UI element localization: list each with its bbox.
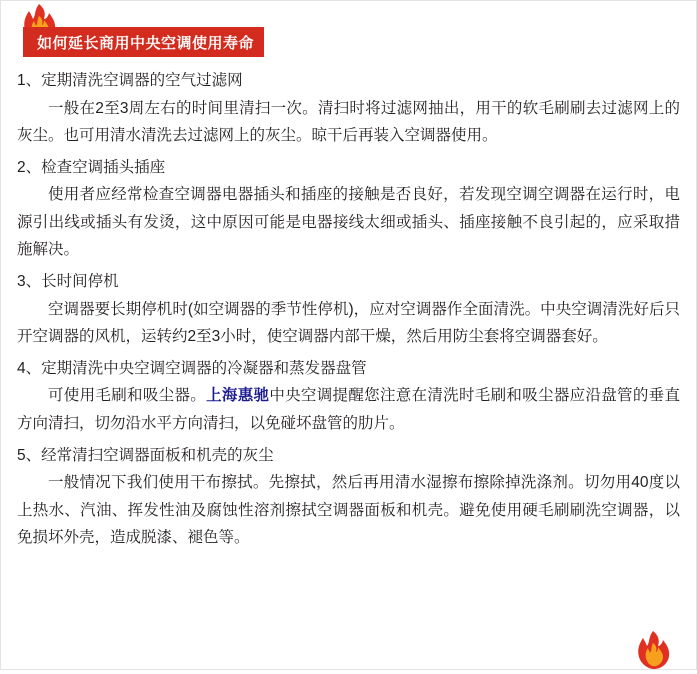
section-title-1: 1、定期清洗空调器的空气过滤网	[17, 72, 243, 89]
section-body-1: 一般在2至3周左右的时间里清扫一次。清扫时将过滤网抽出，用干的软毛刷刷去过滤网上的灰尘。也可用清水清洗去过滤网上的灰尘。晾干后再装入空调器使用。	[17, 99, 680, 145]
section-title-5: 5、经常清扫空调器面板和机壳的灰尘	[17, 446, 274, 464]
page-title-banner	[23, 27, 264, 57]
section-body-4	[17, 382, 680, 437]
section-body-2: 使用者应经常检查空调器电器插头和插座的接触是否良好，若发现空调空调器在运行时，电源引出线或插头有发烫，这中原因可能是电器接线太细或插头、插座接触不良引起的，应采取措施解决。	[17, 186, 680, 259]
section-body-4-after: 中央空调提醒您注意在清洗时毛刷和吸尘器应沿盘管的垂直方向清扫，切勿沿水平方向清扫，以免碰坏盘管的肋片。	[17, 387, 680, 432]
title-banner-wrap	[1, 1, 696, 59]
article-content	[1, 59, 696, 552]
page-title: 如何延长商用中央空调使用寿命	[37, 34, 255, 52]
section-body-5: 一般情况下我们使用干布擦拭。先擦拭，然后再用清水湿擦布擦除掉洗涤剂。切勿用40度以上热水、汽油、挥发性油及腐蚀性溶剂擦拭空调器面板和机壳。避免使用硬毛刷刷洗空调器，以免损坏外壳，造成脱漆、褪色等。	[17, 474, 680, 547]
flame-icon	[630, 629, 676, 669]
brand-name: 上海惠驰	[206, 387, 270, 405]
section-body-4-before: 可使用毛刷和吸尘器。	[48, 387, 207, 405]
section-title-3: 3、长时间停机	[17, 273, 119, 291]
header	[1, 1, 696, 59]
section-title-4: 4、定期清洗中央空调空调器的冷凝器和蒸发器盘管	[17, 359, 367, 377]
section-title-2: 2、检查空调插头插座	[17, 158, 166, 176]
section-body-3: 空调器要长期停机时(如空调器的季节性停机)，应对空调器作全面清洗。中央空调清洗好后只开空调器的风机，运转约2至3小时，使空调器内部干燥，然后用防尘套将空调器套好。	[17, 300, 680, 346]
